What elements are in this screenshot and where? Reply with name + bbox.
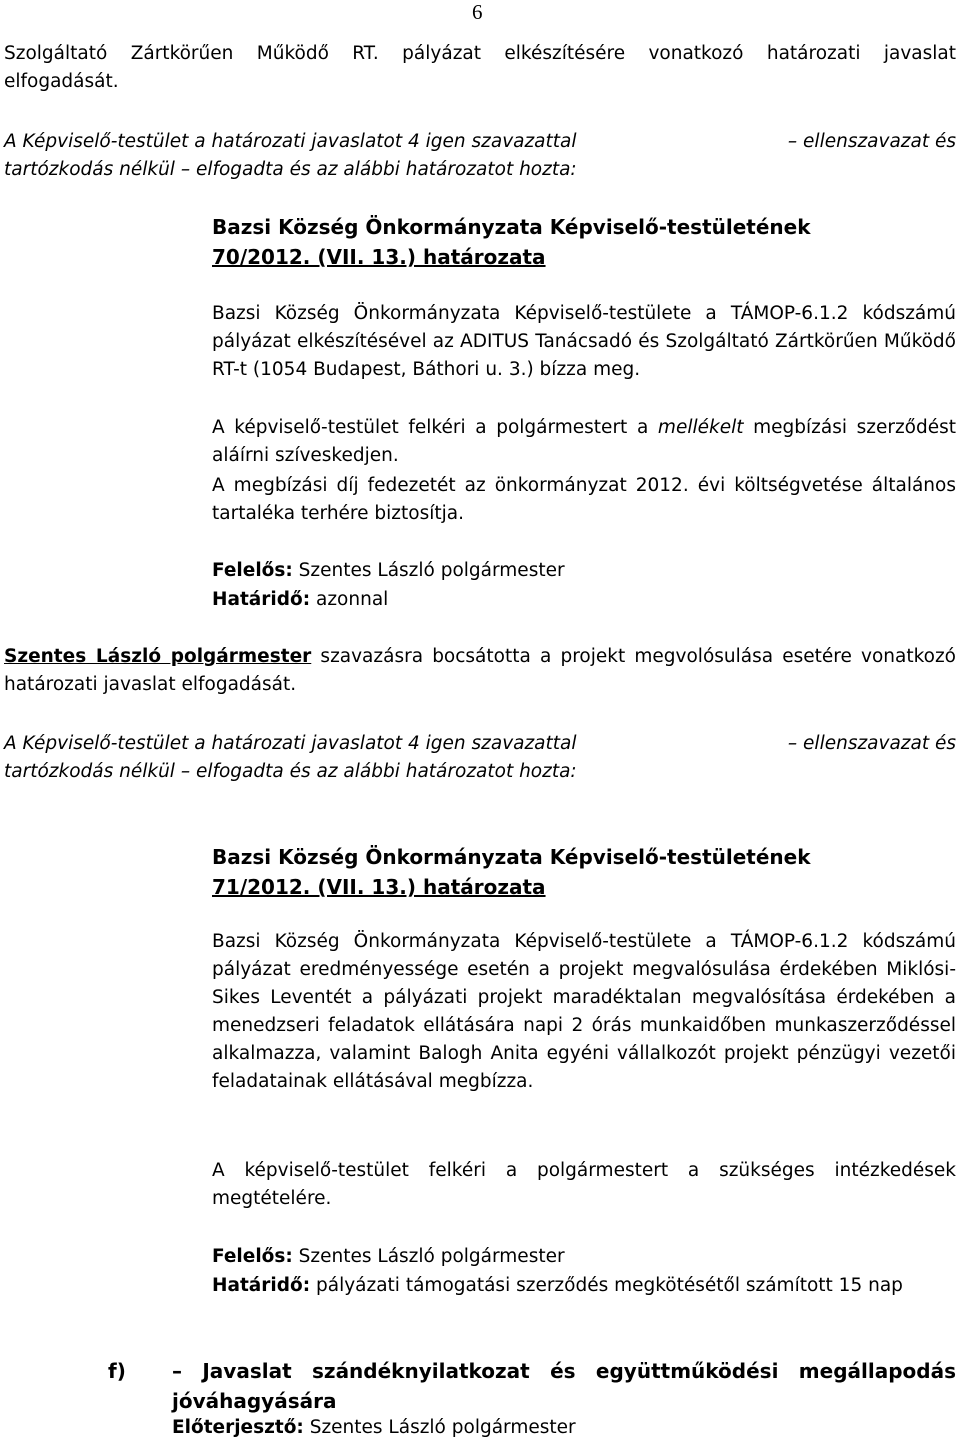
deadline-label: Határidő: <box>212 589 311 610</box>
section-f-label: f) <box>108 1359 126 1383</box>
vote-statement-1 <box>4 128 956 184</box>
resolution-71-title-line-1: Bazsi Község Önkormányzata Képviselő-testületének <box>212 845 811 869</box>
intro-line-1: Szolgáltató Zártkörűen Működő RT. pályázat elkészítésére vonatkozó határozati javaslat <box>4 43 956 64</box>
deadline-value: pályázati támogatási szerződés megkötésétől számított 15 nap <box>310 1275 903 1296</box>
resolution-70-title-line-2: 70/2012. (VII. 13.) határozata <box>212 245 546 269</box>
deadline-label: Határidő: <box>212 1275 311 1296</box>
responsible-value: Szentes László polgármester <box>292 1246 565 1267</box>
resolution-71-responsible <box>212 1243 956 1271</box>
intro-paragraph <box>4 40 956 96</box>
speaker-name: Szentes László polgármester <box>4 646 312 667</box>
responsible-label: Felelős: <box>212 560 293 581</box>
resolution-71-deadline <box>212 1272 956 1300</box>
vote-line-2: tartózkodás nélkül – elfogadta és az alábbi határozatot hozta: <box>4 761 577 782</box>
presenter-label: Előterjesztő: <box>172 1417 304 1438</box>
responsible-label: Felelős: <box>212 1246 293 1267</box>
resolution-71-title-line-2: 71/2012. (VII. 13.) határozata <box>212 875 546 899</box>
resolution-70-fee: A megbízási díj fedezetét az önkormányzat 2012. évi költségvetése általános tartaléka terhére biztosítja. <box>212 475 956 524</box>
request-text-italic: mellékelt <box>657 417 744 438</box>
proposal-paragraph <box>4 643 956 699</box>
vote-line-1 <box>4 730 956 758</box>
vote-line-2: tartózkodás nélkül – elfogadta és az alábbi határozatot hozta: <box>4 159 577 180</box>
section-f-title: – Javaslat szándéknyilatkozat és együttműködési megállapodás jóváhagyására <box>172 1359 956 1413</box>
resolution-70-title <box>212 212 811 272</box>
request-text-before: A képviselő-testület felkéri a polgármestert a <box>212 417 658 438</box>
responsible-value: Szentes László polgármester <box>292 560 565 581</box>
presenter-value: Szentes László polgármester <box>303 1417 576 1438</box>
deadline-value: azonnal <box>310 589 389 610</box>
intro-line-2: elfogadását. <box>4 71 119 92</box>
vote-text-left: A Képviselő-testület a határozati javaslatot 4 igen szavazattal <box>4 733 577 754</box>
vote-statement-2 <box>4 730 956 786</box>
resolution-71-request: A képviselő-testület felkéri a polgármestert a szükséges intézkedések megtételére. <box>212 1160 956 1209</box>
resolution-70-body: Bazsi Község Önkormányzata Képviselő-testülete a TÁMOP-6.1.2 kódszámú pályázat elkészítésével az ADITUS Tanácsadó és Szolgáltató Zártkörűen Működő RT-t (1054 Budapest, Báthori u. 3.) bízza meg. <box>212 303 956 380</box>
request-text-after: megbízási szerződést aláírni szíveskedjen. <box>212 417 956 466</box>
resolution-70-responsible <box>212 557 956 585</box>
section-f-presenter <box>172 1414 576 1442</box>
page-number: 6 <box>472 0 483 24</box>
resolution-71-body: Bazsi Község Önkormányzata Képviselő-testülete a TÁMOP-6.1.2 kódszámú pályázat eredményessége esetén a projekt megvalósulása érdekében Miklósi-Sikes Leventét a pályázati projekt maradéktalan megvalósítása érdekében a menedzseri feladatok ellátására napi 2 órás munkaidőben munkaszerződéssel alkalmazza, valamint Balogh Anita egyéni vállalkozót projekt pénzügyi vezetői feladatainak ellátásával megbízza. <box>212 931 956 1092</box>
vote-text-right: – ellenszavazat és <box>787 131 956 152</box>
vote-line-1 <box>4 128 956 156</box>
resolution-70-request <box>212 414 956 470</box>
resolution-70-deadline <box>212 586 956 614</box>
proposal-text: szavazásra bocsátotta a projekt megvolósulása esetére vonatkozó határozati javaslat elfogadását. <box>4 646 956 695</box>
resolution-71-title <box>212 842 811 902</box>
vote-text-left: A Képviselő-testület a határozati javaslatot 4 igen szavazattal <box>4 131 577 152</box>
resolution-70-title-line-1: Bazsi Község Önkormányzata Képviselő-testületének <box>212 215 811 239</box>
vote-text-right: – ellenszavazat és <box>787 733 956 754</box>
